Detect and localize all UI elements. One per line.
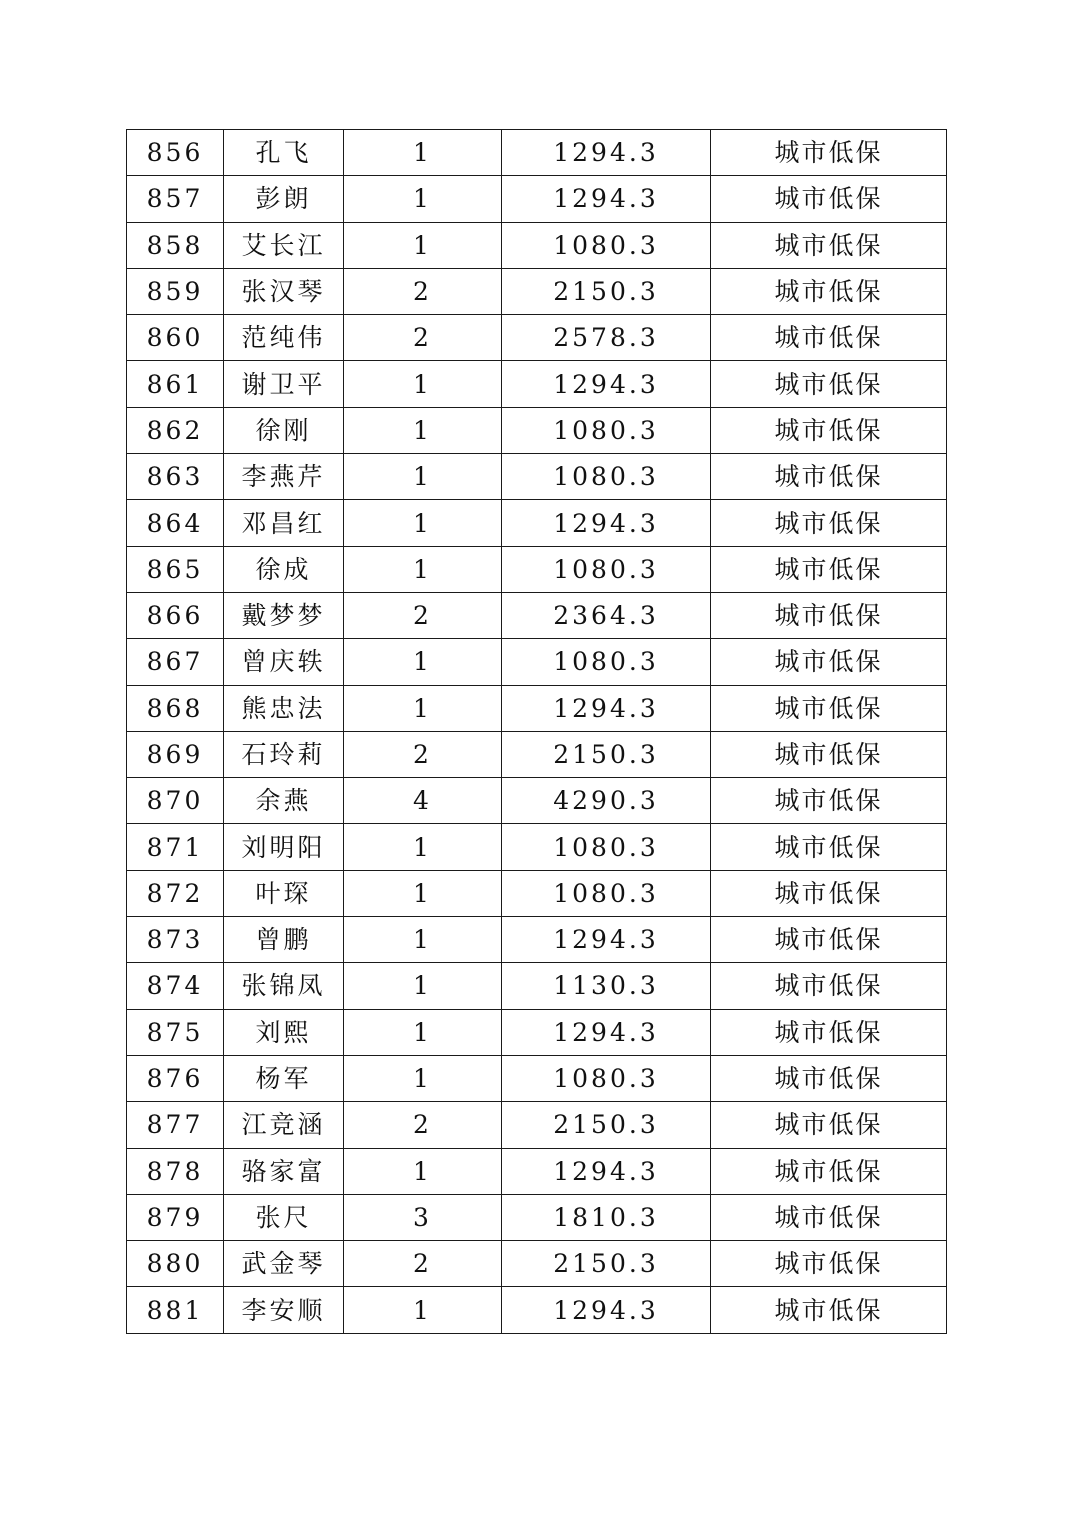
amount-cell: 1294.3	[502, 1287, 711, 1333]
household-size-cell: 1	[344, 546, 502, 592]
assistance-type-cell: 城市低保	[711, 1055, 947, 1101]
name-cell: 叶琛	[224, 870, 344, 916]
table-row	[127, 1055, 947, 1101]
name-cell: 徐成	[224, 546, 344, 592]
assistance-type-cell: 城市低保	[711, 1009, 947, 1055]
assistance-type-cell: 城市低保	[711, 130, 947, 176]
serial-number-cell: 857	[127, 176, 224, 222]
table-row	[127, 1287, 947, 1333]
amount-cell: 1080.3	[502, 1055, 711, 1101]
serial-number-cell: 873	[127, 917, 224, 963]
serial-number-cell: 864	[127, 500, 224, 546]
name-cell: 余燕	[224, 778, 344, 824]
assistance-type-cell: 城市低保	[711, 500, 947, 546]
household-size-cell: 1	[344, 963, 502, 1009]
assistance-type-cell: 城市低保	[711, 1102, 947, 1148]
serial-number-cell: 865	[127, 546, 224, 592]
amount-cell: 2150.3	[502, 1241, 711, 1287]
name-cell: 艾长江	[224, 222, 344, 268]
table-row	[127, 130, 947, 176]
name-cell: 杨军	[224, 1055, 344, 1101]
serial-number-cell: 878	[127, 1148, 224, 1194]
household-size-cell: 1	[344, 176, 502, 222]
table-row	[127, 824, 947, 870]
name-cell: 骆家富	[224, 1148, 344, 1194]
table-row	[127, 917, 947, 963]
amount-cell: 1294.3	[502, 176, 711, 222]
amount-cell: 2578.3	[502, 315, 711, 361]
name-cell: 张汉琴	[224, 268, 344, 314]
table-row	[127, 222, 947, 268]
assistance-type-cell: 城市低保	[711, 407, 947, 453]
household-size-cell: 1	[344, 130, 502, 176]
assistance-type-cell: 城市低保	[711, 1241, 947, 1287]
table-row	[127, 778, 947, 824]
serial-number-cell: 861	[127, 361, 224, 407]
amount-cell: 1080.3	[502, 870, 711, 916]
assistance-type-cell: 城市低保	[711, 222, 947, 268]
table-row	[127, 1194, 947, 1240]
assistance-type-cell: 城市低保	[711, 1287, 947, 1333]
amount-cell: 1294.3	[502, 1148, 711, 1194]
assistance-type-cell: 城市低保	[711, 778, 947, 824]
table-row	[127, 1148, 947, 1194]
assistance-type-cell: 城市低保	[711, 1148, 947, 1194]
household-size-cell: 1	[344, 824, 502, 870]
roster-table	[126, 129, 947, 1334]
amount-cell: 2364.3	[502, 592, 711, 638]
name-cell: 石玲莉	[224, 731, 344, 777]
amount-cell: 1294.3	[502, 361, 711, 407]
serial-number-cell: 880	[127, 1241, 224, 1287]
amount-cell: 2150.3	[502, 268, 711, 314]
amount-cell: 1080.3	[502, 824, 711, 870]
table-row	[127, 731, 947, 777]
serial-number-cell: 863	[127, 454, 224, 500]
name-cell: 张尺	[224, 1194, 344, 1240]
serial-number-cell: 875	[127, 1009, 224, 1055]
household-size-cell: 2	[344, 731, 502, 777]
table-row	[127, 546, 947, 592]
assistance-type-cell: 城市低保	[711, 917, 947, 963]
amount-cell: 2150.3	[502, 731, 711, 777]
amount-cell: 2150.3	[502, 1102, 711, 1148]
table-row	[127, 315, 947, 361]
table-row	[127, 361, 947, 407]
table-row	[127, 1241, 947, 1287]
name-cell: 范纯伟	[224, 315, 344, 361]
roster-body	[127, 130, 947, 1334]
name-cell: 谢卫平	[224, 361, 344, 407]
serial-number-cell: 881	[127, 1287, 224, 1333]
amount-cell: 1080.3	[502, 546, 711, 592]
assistance-type-cell: 城市低保	[711, 639, 947, 685]
amount-cell: 1294.3	[502, 917, 711, 963]
household-size-cell: 2	[344, 315, 502, 361]
household-size-cell: 4	[344, 778, 502, 824]
serial-number-cell: 859	[127, 268, 224, 314]
name-cell: 彭朗	[224, 176, 344, 222]
name-cell: 李安顺	[224, 1287, 344, 1333]
table-row	[127, 268, 947, 314]
household-size-cell: 1	[344, 1287, 502, 1333]
household-size-cell: 3	[344, 1194, 502, 1240]
name-cell: 刘明阳	[224, 824, 344, 870]
name-cell: 武金琴	[224, 1241, 344, 1287]
household-size-cell: 2	[344, 592, 502, 638]
serial-number-cell: 872	[127, 870, 224, 916]
assistance-type-cell: 城市低保	[711, 1194, 947, 1240]
assistance-type-cell: 城市低保	[711, 870, 947, 916]
amount-cell: 1080.3	[502, 407, 711, 453]
table-row	[127, 407, 947, 453]
assistance-type-cell: 城市低保	[711, 176, 947, 222]
household-size-cell: 1	[344, 361, 502, 407]
household-size-cell: 1	[344, 917, 502, 963]
household-size-cell: 2	[344, 1102, 502, 1148]
household-size-cell: 1	[344, 1148, 502, 1194]
amount-cell: 1130.3	[502, 963, 711, 1009]
serial-number-cell: 860	[127, 315, 224, 361]
serial-number-cell: 876	[127, 1055, 224, 1101]
name-cell: 曾鹏	[224, 917, 344, 963]
amount-cell: 1294.3	[502, 130, 711, 176]
name-cell: 刘熙	[224, 1009, 344, 1055]
assistance-type-cell: 城市低保	[711, 963, 947, 1009]
household-size-cell: 2	[344, 268, 502, 314]
table-row	[127, 454, 947, 500]
table-row	[127, 500, 947, 546]
household-size-cell: 1	[344, 500, 502, 546]
assistance-type-cell: 城市低保	[711, 268, 947, 314]
serial-number-cell: 879	[127, 1194, 224, 1240]
name-cell: 曾庆轶	[224, 639, 344, 685]
amount-cell: 1294.3	[502, 685, 711, 731]
name-cell: 徐刚	[224, 407, 344, 453]
serial-number-cell: 869	[127, 731, 224, 777]
household-size-cell: 2	[344, 1241, 502, 1287]
amount-cell: 1080.3	[502, 454, 711, 500]
name-cell: 张锦凤	[224, 963, 344, 1009]
serial-number-cell: 856	[127, 130, 224, 176]
household-size-cell: 1	[344, 222, 502, 268]
assistance-type-cell: 城市低保	[711, 315, 947, 361]
serial-number-cell: 862	[127, 407, 224, 453]
serial-number-cell: 868	[127, 685, 224, 731]
name-cell: 孔飞	[224, 130, 344, 176]
table-row	[127, 1102, 947, 1148]
assistance-type-cell: 城市低保	[711, 454, 947, 500]
household-size-cell: 1	[344, 685, 502, 731]
serial-number-cell: 858	[127, 222, 224, 268]
amount-cell: 1080.3	[502, 639, 711, 685]
serial-number-cell: 871	[127, 824, 224, 870]
serial-number-cell: 874	[127, 963, 224, 1009]
name-cell: 江竞涵	[224, 1102, 344, 1148]
serial-number-cell: 867	[127, 639, 224, 685]
amount-cell: 1294.3	[502, 500, 711, 546]
household-size-cell: 1	[344, 1009, 502, 1055]
assistance-type-cell: 城市低保	[711, 731, 947, 777]
table-row	[127, 639, 947, 685]
table-row	[127, 592, 947, 638]
amount-cell: 1294.3	[502, 1009, 711, 1055]
table-row	[127, 1009, 947, 1055]
serial-number-cell: 866	[127, 592, 224, 638]
amount-cell: 1080.3	[502, 222, 711, 268]
household-size-cell: 1	[344, 407, 502, 453]
assistance-type-cell: 城市低保	[711, 685, 947, 731]
household-size-cell: 1	[344, 1055, 502, 1101]
household-size-cell: 1	[344, 454, 502, 500]
assistance-type-cell: 城市低保	[711, 592, 947, 638]
name-cell: 熊忠法	[224, 685, 344, 731]
name-cell: 邓昌红	[224, 500, 344, 546]
table-row	[127, 870, 947, 916]
assistance-type-cell: 城市低保	[711, 361, 947, 407]
table-row	[127, 176, 947, 222]
serial-number-cell: 877	[127, 1102, 224, 1148]
household-size-cell: 1	[344, 639, 502, 685]
assistance-type-cell: 城市低保	[711, 824, 947, 870]
amount-cell: 4290.3	[502, 778, 711, 824]
name-cell: 戴梦梦	[224, 592, 344, 638]
amount-cell: 1810.3	[502, 1194, 711, 1240]
assistance-type-cell: 城市低保	[711, 546, 947, 592]
table-row	[127, 963, 947, 1009]
name-cell: 李燕芹	[224, 454, 344, 500]
serial-number-cell: 870	[127, 778, 224, 824]
table-row	[127, 685, 947, 731]
household-size-cell: 1	[344, 870, 502, 916]
